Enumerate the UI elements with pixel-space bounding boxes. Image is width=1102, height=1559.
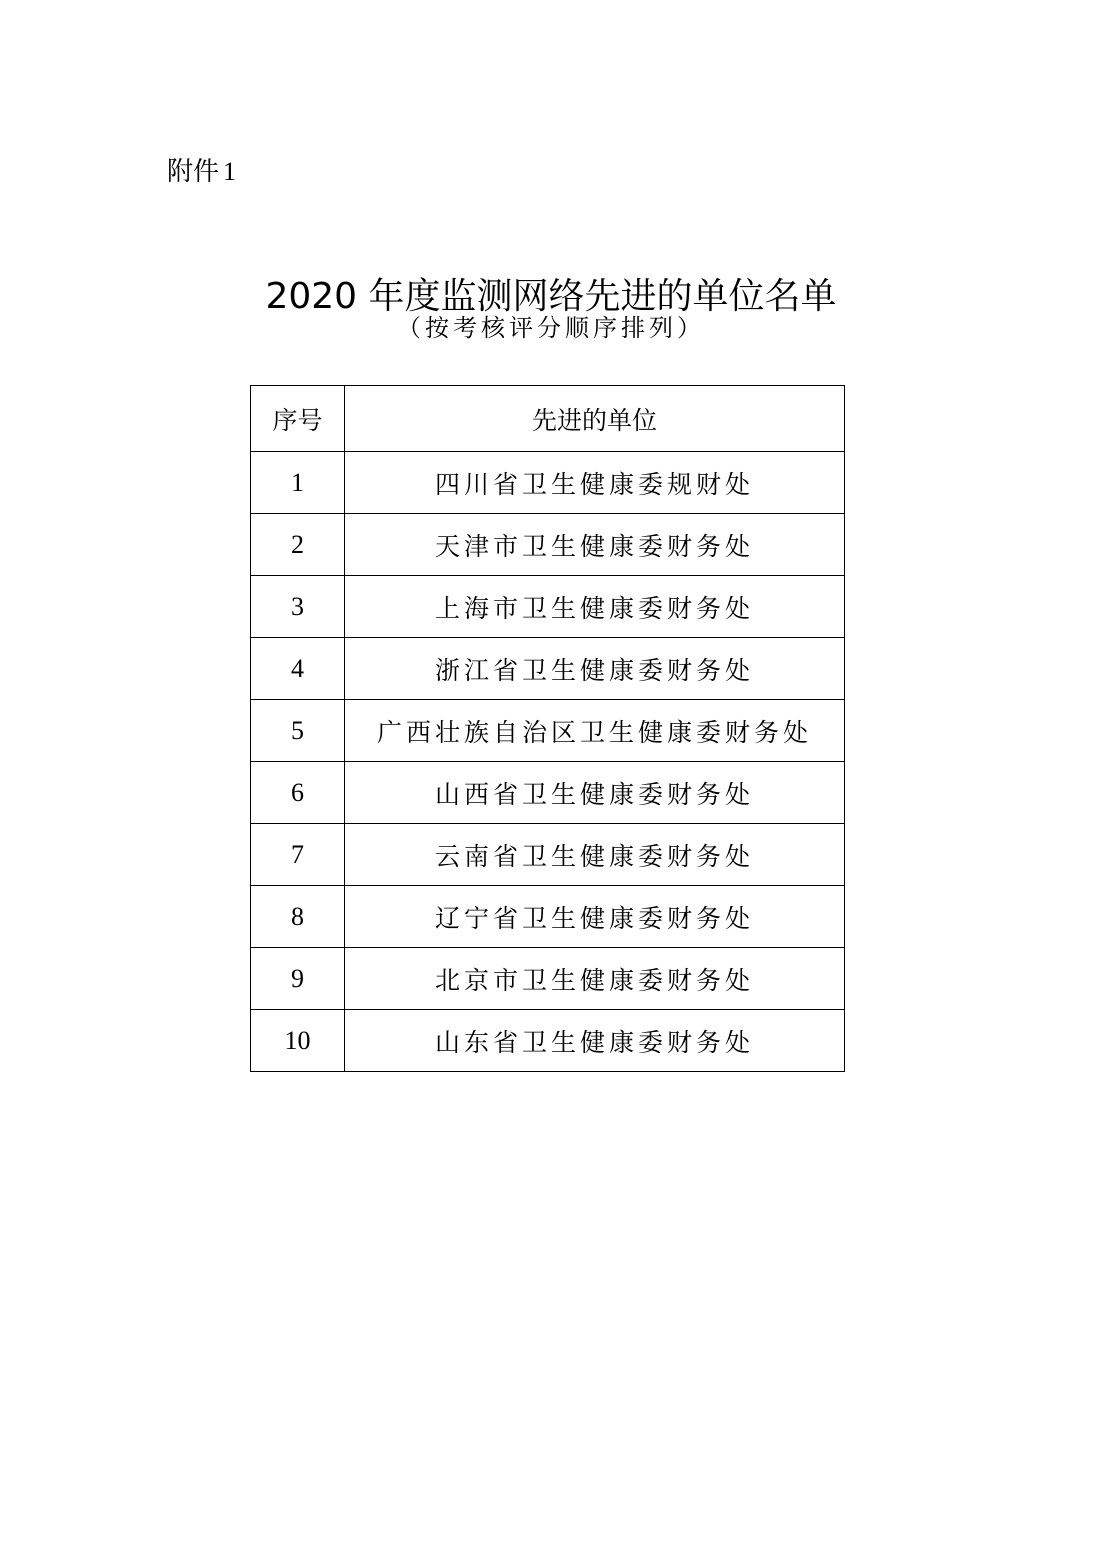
table-row <box>251 700 845 762</box>
table-row <box>251 948 845 1010</box>
table-row <box>251 638 845 700</box>
row-index: 5 <box>251 700 345 762</box>
table-row <box>251 824 845 886</box>
row-index: 1 <box>251 452 345 514</box>
table-row <box>251 514 845 576</box>
page-subtitle: （按考核评分顺序排列） <box>397 314 705 342</box>
header-index: 序号 <box>251 386 345 452</box>
row-index: 6 <box>251 762 345 824</box>
row-index: 9 <box>251 948 345 1010</box>
row-index: 2 <box>251 514 345 576</box>
table-row <box>251 576 845 638</box>
row-unit: 山东省卫生健康委财务处 <box>345 1010 845 1072</box>
attachment-number: 1 <box>223 157 237 186</box>
row-unit: 四川省卫生健康委规财处 <box>345 452 845 514</box>
attachment-label <box>167 152 236 192</box>
table-row <box>251 762 845 824</box>
row-unit: 北京市卫生健康委财务处 <box>345 948 845 1010</box>
page-title: 2020 年度监测网络先进的单位名单 <box>265 276 837 318</box>
row-index: 8 <box>251 886 345 948</box>
row-unit: 山西省卫生健康委财务处 <box>345 762 845 824</box>
advanced-units-table <box>250 385 845 1072</box>
table-row <box>251 886 845 948</box>
row-index: 4 <box>251 638 345 700</box>
row-unit: 浙江省卫生健康委财务处 <box>345 638 845 700</box>
row-index: 3 <box>251 576 345 638</box>
table-header-row <box>251 386 845 452</box>
row-unit: 天津市卫生健康委财务处 <box>345 514 845 576</box>
attachment-label-text: 附件 <box>167 157 220 187</box>
table-row <box>251 1010 845 1072</box>
row-unit: 广西壮族自治区卫生健康委财务处 <box>345 700 845 762</box>
row-unit: 辽宁省卫生健康委财务处 <box>345 886 845 948</box>
row-index: 10 <box>251 1010 345 1072</box>
row-unit: 云南省卫生健康委财务处 <box>345 824 845 886</box>
row-index: 7 <box>251 824 345 886</box>
header-unit: 先进的单位 <box>345 386 845 452</box>
row-unit: 上海市卫生健康委财务处 <box>345 576 845 638</box>
table-row <box>251 452 845 514</box>
